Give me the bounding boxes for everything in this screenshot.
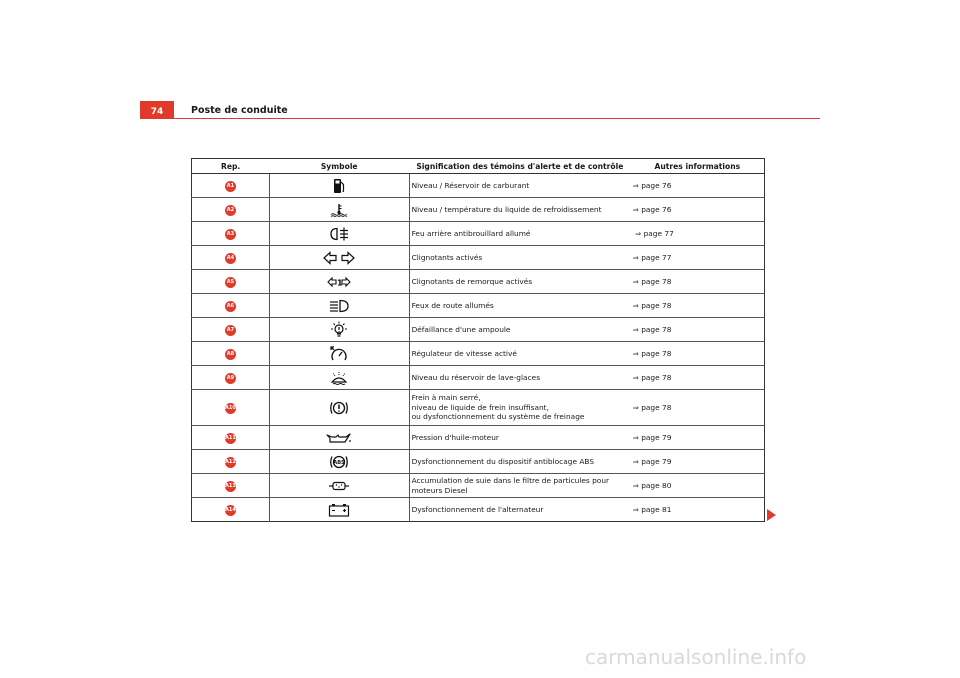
watermark: carmanualsonline.info xyxy=(585,645,807,669)
ref-cell xyxy=(192,450,270,474)
page-reference-link[interactable]: ⇒ page 77 xyxy=(631,246,765,270)
symbol-cell xyxy=(269,198,409,222)
meaning-line: Niveau / Réservoir de carburant xyxy=(411,180,530,190)
meaning-line: moteurs Diesel xyxy=(411,485,468,495)
table-row xyxy=(192,246,765,270)
svg-text:ABS: ABS xyxy=(333,459,345,466)
page-reference-link[interactable]: ⇒ page 79 xyxy=(631,450,765,474)
header-rep: Rep. xyxy=(192,159,270,174)
meaning-line: Clignotants de remorque activés xyxy=(411,276,533,286)
svg-text:1: 1 xyxy=(337,278,343,287)
header-signification: Signification des témoins d'alerte et de contrôle xyxy=(409,159,631,174)
abs-icon xyxy=(329,457,349,466)
ref-badge: A10 xyxy=(225,403,236,414)
ref-cell xyxy=(192,174,270,198)
washer-fluid-icon xyxy=(330,373,348,382)
page-reference-link[interactable]: ⇒ page 76 xyxy=(632,181,672,190)
meaning-line: Défaillance d'une ampoule xyxy=(411,324,511,334)
page-reference-link[interactable]: ⇒ page 78 xyxy=(631,294,765,318)
table-row xyxy=(192,390,765,426)
ref-cell xyxy=(192,426,270,450)
brake-warning-icon xyxy=(329,403,349,412)
rear-fog-light-icon xyxy=(329,229,349,238)
symbol-cell xyxy=(269,342,409,366)
ref-cell xyxy=(192,342,270,366)
ref-badge: A12 xyxy=(225,457,236,468)
ref-badge: A1 xyxy=(225,181,236,192)
meaning-cell xyxy=(409,366,631,390)
symbol-cell xyxy=(269,270,409,294)
symbol-cell xyxy=(269,318,409,342)
symbol-cell xyxy=(269,246,409,270)
page-reference-link[interactable]: ⇒ page 78 xyxy=(631,366,765,390)
battery-icon xyxy=(328,505,350,514)
table-row xyxy=(192,342,765,366)
ref-cell xyxy=(192,390,270,426)
symbol-cell xyxy=(269,294,409,318)
table-row xyxy=(192,366,765,390)
page-reference-link[interactable]: ⇒ page 76 xyxy=(631,198,765,222)
ref-badge: A7 xyxy=(225,325,236,336)
symbol-cell xyxy=(269,498,409,522)
fuel-pump-icon xyxy=(332,181,346,190)
ref-cell xyxy=(192,318,270,342)
page-number: 74 xyxy=(140,101,174,119)
meaning-cell xyxy=(409,246,631,270)
page-reference-link[interactable]: ⇒ page 78 xyxy=(631,318,765,342)
symbol-cell xyxy=(269,366,409,390)
table-row xyxy=(192,318,765,342)
ref-cell xyxy=(192,198,270,222)
next-page-arrow-icon xyxy=(767,509,776,521)
ref-badge: A2 xyxy=(225,205,236,216)
table-row xyxy=(192,426,765,450)
high-beam-icon xyxy=(329,301,349,310)
meaning-line: Clignotants activés xyxy=(411,252,483,262)
table-row xyxy=(192,198,765,222)
meaning-cell xyxy=(409,198,631,222)
symbol-cell xyxy=(269,450,409,474)
ref-cell xyxy=(192,222,270,246)
ref-cell xyxy=(192,246,270,270)
meaning-line: Feu arrière antibrouillard allumé xyxy=(411,228,531,238)
meaning-line: Frein à main serré, xyxy=(411,393,481,403)
ref-badge: A8 xyxy=(225,349,236,360)
page-title: Poste de conduite xyxy=(191,105,288,116)
page-reference-link[interactable]: ⇒ page 78 xyxy=(631,270,765,294)
meaning-cell xyxy=(409,450,631,474)
meaning-cell xyxy=(409,270,631,294)
page-reference-link[interactable]: ⇒ page 78 xyxy=(631,342,765,366)
meaning-line: Dysfonctionnement du dispositif antiblocage ABS xyxy=(411,456,595,466)
symbol-cell xyxy=(269,174,409,198)
bulb-failure-icon xyxy=(330,325,348,334)
ref-cell xyxy=(192,474,270,498)
warning-lights-table xyxy=(191,158,765,522)
meaning-cell xyxy=(409,390,631,426)
particulate-filter-icon xyxy=(328,481,350,490)
ref-badge: A6 xyxy=(225,301,236,312)
symbol-cell xyxy=(269,222,409,246)
header-divider xyxy=(140,118,820,119)
page-reference-link[interactable]: ⇒ page 80 xyxy=(631,474,765,498)
ref-badge: A3 xyxy=(225,229,236,240)
meaning-cell xyxy=(409,222,631,246)
meaning-line: Feux de route allumés xyxy=(411,300,494,310)
symbol-cell xyxy=(269,426,409,450)
page-reference-link[interactable]: ⇒ page 78 xyxy=(631,390,765,426)
meaning-line: Pression d'huile-moteur xyxy=(411,432,499,442)
turn-signals-icon xyxy=(323,253,355,262)
trailer-turn-signals-icon xyxy=(327,277,351,286)
header-symbole: Symbole xyxy=(269,159,409,174)
table-row xyxy=(192,174,765,198)
ref-cell xyxy=(192,270,270,294)
meaning-line: Accumulation de suie dans le filtre de particules pour xyxy=(411,475,610,485)
table-row xyxy=(192,270,765,294)
meaning-line: Régulateur de vitesse activé xyxy=(411,348,517,358)
meaning-line: Dysfonctionnement de l'alternateur xyxy=(411,504,544,514)
meaning-cell xyxy=(409,174,631,198)
ref-badge: A4 xyxy=(225,253,236,264)
oil-pressure-icon xyxy=(326,433,352,442)
ref-badge: A14 xyxy=(225,505,236,516)
page-reference-link[interactable]: ⇒ page 79 xyxy=(631,426,765,450)
symbol-cell xyxy=(269,390,409,426)
ref-badge: A13 xyxy=(225,481,236,492)
meaning-line: Niveau du réservoir de lave-glaces xyxy=(411,372,541,382)
ref-cell xyxy=(192,294,270,318)
table-row xyxy=(192,450,765,474)
symbol-cell xyxy=(269,474,409,498)
page-reference-link[interactable]: ⇒ page 81 xyxy=(631,498,765,522)
meaning-cell xyxy=(409,498,631,522)
meaning-cell xyxy=(409,294,631,318)
meaning-line: niveau de liquide de frein insuffisant, xyxy=(411,402,549,412)
ref-cell xyxy=(192,498,270,522)
ref-cell xyxy=(192,366,270,390)
page-header xyxy=(140,101,820,119)
table-row xyxy=(192,474,765,498)
table-row xyxy=(192,294,765,318)
ref-badge: A11 xyxy=(225,433,236,444)
ref-badge: A9 xyxy=(225,373,236,384)
table-header-row xyxy=(192,159,765,174)
meaning-cell xyxy=(409,318,631,342)
page-reference-link[interactable]: ⇒ page 77 xyxy=(631,222,765,246)
header-autres-informations: Autres informations xyxy=(631,159,765,174)
coolant-temperature-icon xyxy=(330,205,348,214)
meaning-line: Niveau / température du liquide de refroidissement xyxy=(411,204,602,214)
table-row xyxy=(192,222,765,246)
table-row xyxy=(192,498,765,522)
meaning-cell xyxy=(409,474,631,498)
meaning-cell xyxy=(409,342,631,366)
meaning-line: ou dysfonctionnement du système de freinage xyxy=(411,412,585,422)
ref-badge: A5 xyxy=(225,277,236,288)
meaning-cell xyxy=(409,426,631,450)
cruise-control-icon xyxy=(330,349,348,358)
